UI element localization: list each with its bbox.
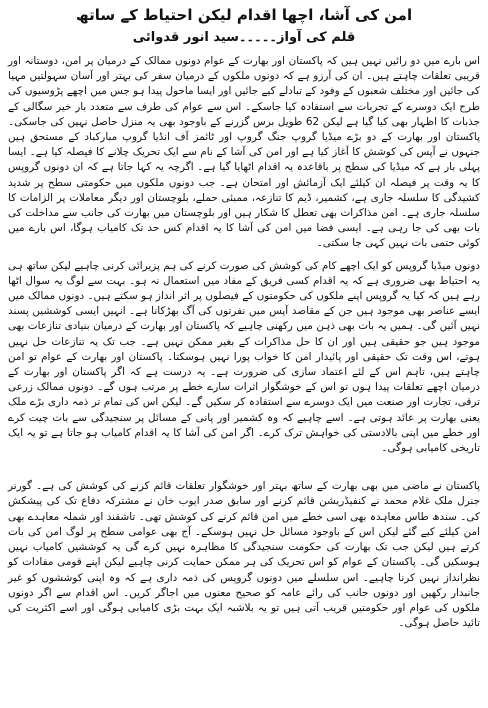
paragraph-spacer [8,463,480,479]
article-title: امن کی آشا، اچھا اقدام لیکن احتیاط کے ساتھ [75,6,413,24]
article-body [8,54,480,631]
article-paragraph: اس بارے میں دو رائیں نہیں ہیں کہ پاکستان اور بھارت کے عوام دونوں ممالک کے درمیان پر امن، دوستانہ اور قریبی تعلقات چاہتے ہیں۔ ان کی آرزو ہے کہ دونوں ملکوں کے درمیان سفر کی بہتر اور آسان سہولتیں مہیا کی جائیں اور مختلف شعبوں کے وفود کے تبادلے کیے جائیں اور ایسا ماحول پیدا ہو جس میں اچھے پڑوسیوں کی طرح ایک دوسرے کے تجربات سے استفادہ کیا جاسکے۔ اس سے عوام کی طرف سے متعدد بار خیر سگالی کے جذبات کا اظہار بھی کیا گیا ہے لیکن 62 طویل برس گزرنے کے باوجود بھی یہ منزل حاصل نہیں کی جاسکی۔ پاکستان اور بھارت کے دو بڑے میڈیا گروپ جنگ گروپ اور ٹائمز آف انڈیا گروپ مبارکباد کے مستحق ہیں جنہوں نے آپس کی کوشش کا آغاز کیا ہے اور امن کی آشا کے نام سے ایک تحریک چلانے کا فیصلہ کیا ہے۔ ایسا پہلی بار ہے کہ میڈیا کی سطح پر باقاعدہ یہ اقدام اٹھایا گیا ہے۔ اگرچہ یہ کہا جاتا ہے کہ ان دونوں گروپس کا یہ وقت پر فیصلہ ان کیلئے ایک آزمائش اور امتحان ہے۔ جب دونوں ملکوں میں حکومتی سطح پر شدید کشیدگی کا سلسلہ جاری ہے، کشمیر، ڈیم کا تنازعہ، ممبئی حملے، بلوچستان اور دیگر معاملات پر الزامات کا سلسلہ جاری ہے۔ امن مذاکرات بھی تعطل کا شکار ہیں اور بلوچستان میں بھارت کی جانب سے مداخلت کی بات بھی کی جا رہی ہے۔ ایسی فضا میں امن کی آشا کا یہ اقدام کس حد تک کامیاب ہوگا، اس بارے میں کوئی حتمی بات نہیں کہی جا سکتی۔ [8,55,480,250]
article-paragraph: پاکستان نے ماضی میں بھی بھارت کے ساتھ بہتر اور خوشگوار تعلقات قائم کرنے کی کوشش کی ہے۔ گورنر جنرل ملک غلام محمد نے کنفیڈریشن قائم کرنے اور سابق صدر ایوب خان نے مشترکہ دفاع تک کی پیشکش کی۔ سندھ طاس معاہدہ بھی اسی خطے میں امن قائم کرنے کی کوشش تھی۔ تاشقند اور شملہ معاہدے بھی امن کیلئے کیے گئے لیکن اس کے باوجود مسائل حل نہیں ہوسکے۔ آج بھی عوامی سطح پر لوگ امن کی بات کرتے ہیں لیکن جب تک بھارت کی حکومت سنجیدگی کا مظاہرہ نہیں کرے گی یہ کوششیں کامیاب نہیں ہوسکیں گی۔ پاکستان کے عوام کو اس تحریک کی ہر ممکن حمایت کرنی چاہیے لیکن اپنے قومی مفادات کو نظرانداز نہیں کرنا چاہیے۔ اس سلسلے میں دونوں گروپس کی ذمہ داری ہے کہ وہ اپنی کوششوں کو غیر جانبدار رکھیں اور دونوں جانب کی رائے عامہ کو صحیح معنوں میں اجاگر کریں۔ اس اقدام سے اگر دونوں ملکوں کی عوام اور حکومتیں قریب آتی ہیں تو یہ بلاشبہ ایک بہت بڑی کامیابی ہوگی اور اسے اکثریت کی تائید حاصل ہوگی۔ [8,480,480,630]
article-byline: قلم کی آواز۔۔۔۔۔سید انور قدوائی [132,30,356,45]
article-paragraph: دونوں میڈیا گروپس کو ایک اچھے کام کی کوشش کی صورت کرنے کی ہم پزیرائی کرنی چاہیے لیکن ساتھ ہی یہ احتیاط بھی ضروری ہے کہ یہ اقدام کسی فریق کے مفاد میں استعمال نہ ہو۔ بہت سے لوگ یہ سوال اٹھا رہے ہیں کہ کیا یہ گروپس اپنے ملکوں کی حکومتوں کے فیصلوں پر اثر انداز ہو سکتے ہیں۔ دونوں ممالک میں ایسے عناصر بھی موجود ہیں جن کے مقاصد آپس میں نفرتوں کی آگ بھڑکانا ہے۔ انہیں ایسی کوششیں پسند نہیں آئیں گی۔ ہمیں یہ بات بھی ذہن میں رکھنی چاہیے کہ پاکستان اور بھارت کے درمیان بنیادی تنازعات بھی موجود ہیں جو حقیقی ہیں اور ان کا حل مذاکرات کے بغیر ممکن نہیں ہے۔ جب تک یہ تنازعات حل نہیں ہوتے، اس وقت تک حقیقی اور پائیدار امن کا خواب پورا نہیں ہوسکتا۔ پاکستان اور بھارت کے عوام تو امن چاہتے ہیں، تاہم اس کے لئے اعتماد سازی کی ضرورت ہے۔ یہ درست ہے کہ اگر پاکستان اور بھارت کے درمیان اچھے تعلقات پیدا ہوں تو اس کے خوشگوار اثرات سارے خطے پر مرتب ہوں گے۔ دونوں ممالک زرعی ترقی، تجارت اور صنعت میں ایک دوسرے سے استفادہ کر سکیں گے۔ لیکن اس کی تمام تر ذمہ داری بڑے ملک یعنی بھارت پر عائد ہوتی ہے۔ اسے چاہیے کہ وہ کشمیر اور پانی کے مسائل پر سنجیدگی سے بات چیت کرے اور خطے میں اپنی بالادستی کی خواہش ترک کرے۔ اگر امن کی آشا کا یہ اقدام کامیاب ہو جاتا ہے تو یہ ایک تاریخی کامیابی ہوگی۔ [8,259,480,455]
